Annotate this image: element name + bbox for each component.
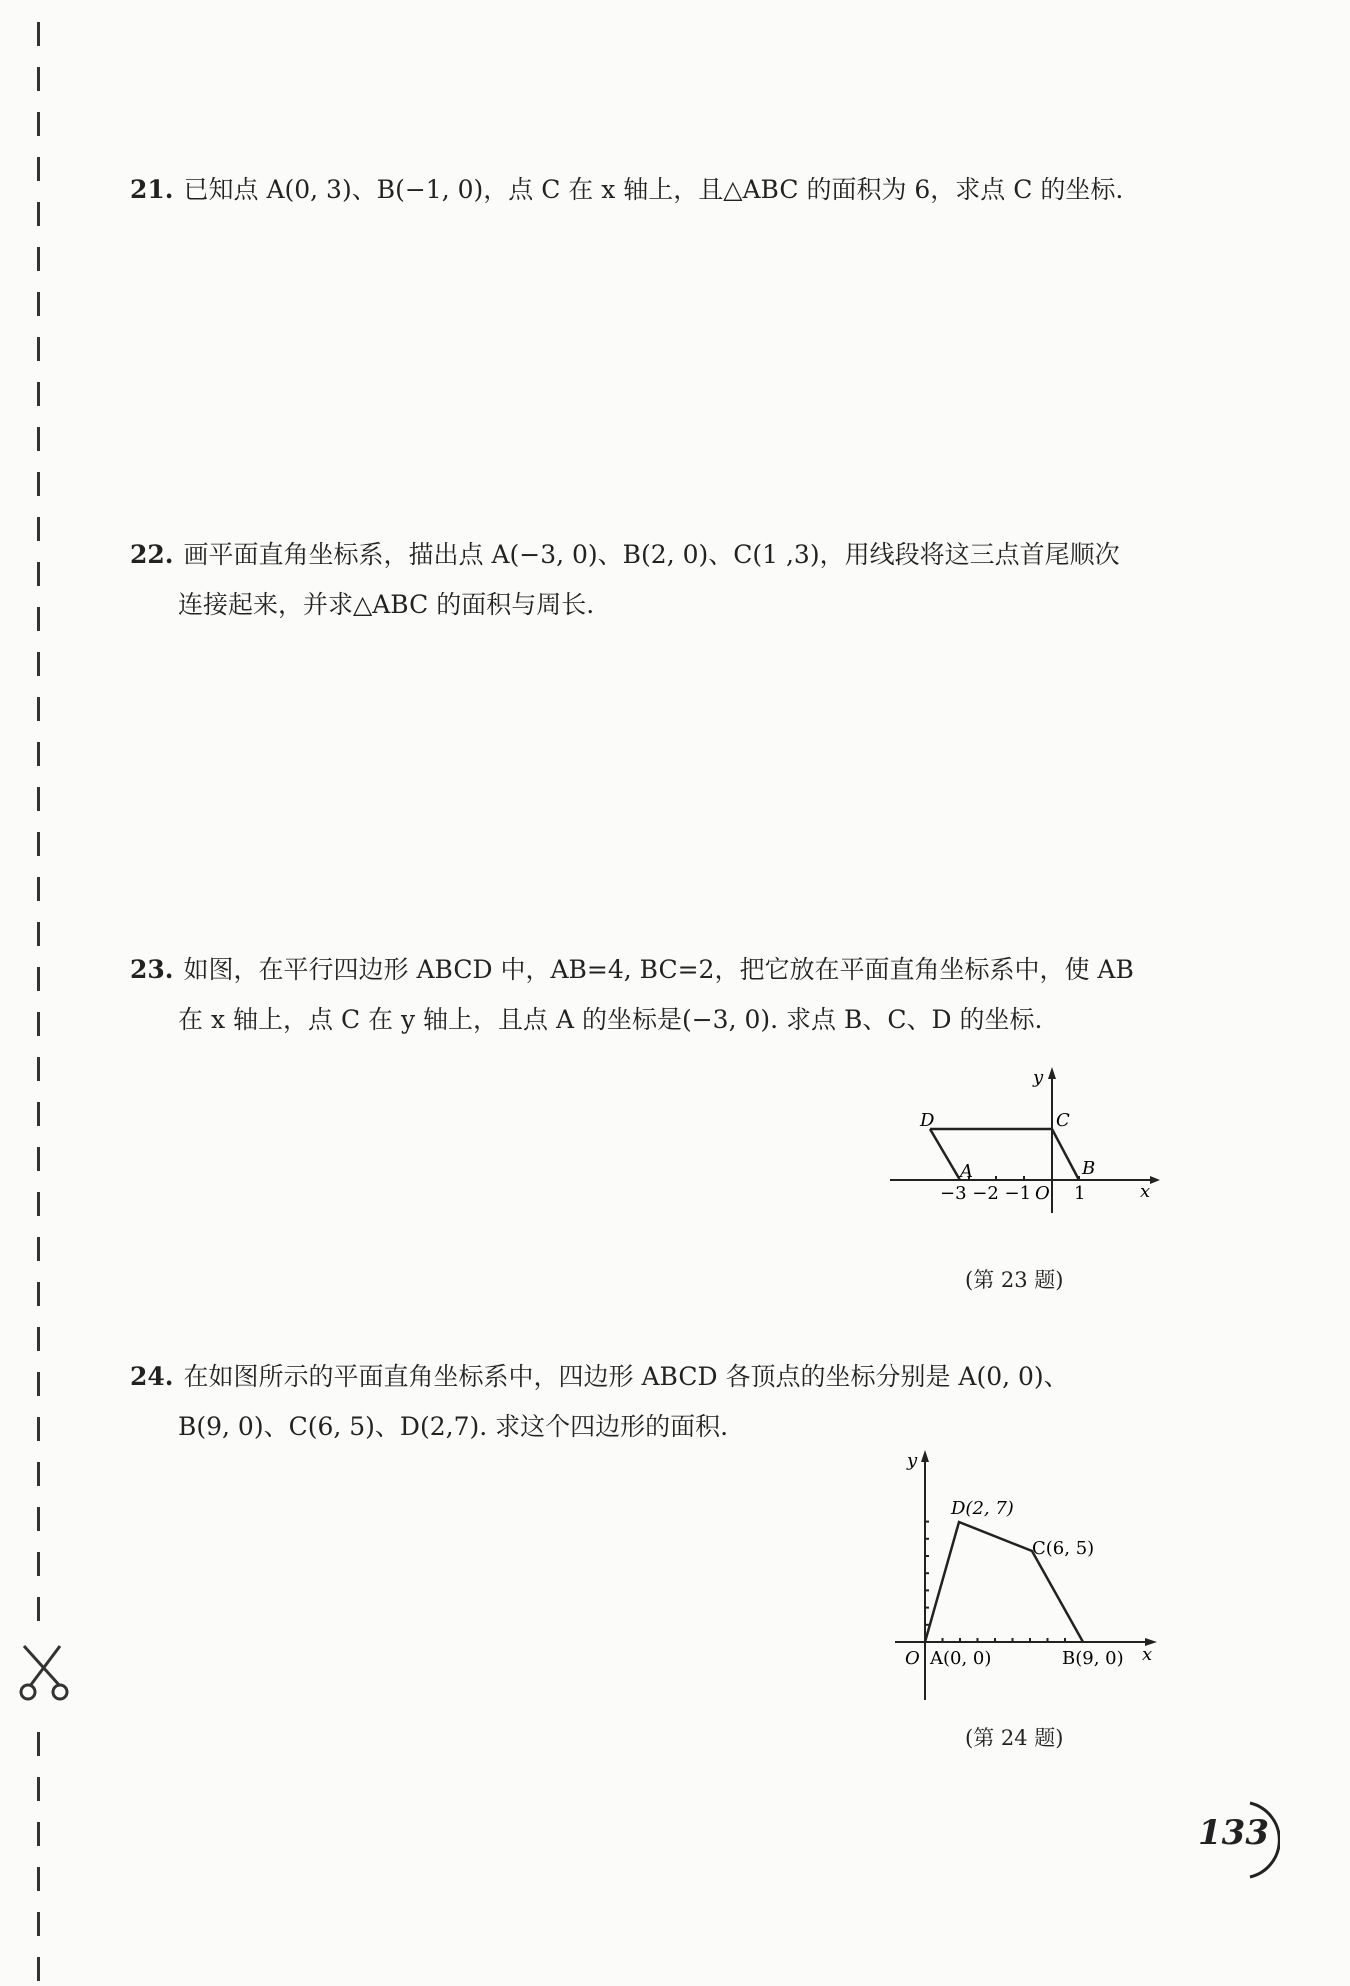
question-text-line2: 在 x 轴上，点 C 在 y 轴上，且点 A 的坐标是(−3, 0). 求点 B、C、D 的坐标. <box>178 1005 1043 1034</box>
question-text: 已知点 A(0, 3)、B(−1, 0)，点 C 在 x 轴上，且△ABC 的面积为 6，求点 C 的坐标. <box>183 175 1124 204</box>
cut-line-dash <box>37 157 40 181</box>
cut-line-dash <box>37 1417 40 1441</box>
cut-line-dash <box>37 472 40 496</box>
cut-line-dash <box>37 652 40 676</box>
cut-line-dash <box>37 607 40 631</box>
question-23 <box>130 945 1205 1045</box>
cut-line-dash <box>37 202 40 226</box>
cut-line-dash <box>37 22 40 46</box>
label-c: C(6, 5) <box>1032 1538 1095 1559</box>
x-axis-label: x <box>1140 1181 1151 1202</box>
figure-23-caption: (第 23 题) <box>965 1268 1064 1292</box>
cut-line-dash <box>37 517 40 541</box>
cut-line-dash <box>37 832 40 856</box>
cut-line-dash <box>37 922 40 946</box>
cut-line-dash <box>37 1732 40 1756</box>
question-number: 24. <box>130 1362 174 1391</box>
figure-24 <box>895 1448 1165 1708</box>
cut-line-dash <box>37 1867 40 1891</box>
y-axis-arrow <box>1048 1067 1056 1079</box>
cut-line-dash <box>37 562 40 586</box>
cut-line-dash <box>37 1192 40 1216</box>
cut-line-dash <box>37 787 40 811</box>
tick-one: 1 <box>1074 1183 1086 1204</box>
cut-line-dash <box>37 1912 40 1936</box>
page-number-badge <box>1190 1795 1280 1885</box>
question-text-line1: 如图，在平行四边形 ABCD 中，AB=4, BC=2，把它放在平面直角坐标系中，使 AB <box>183 955 1134 984</box>
cut-line-dash <box>37 292 40 316</box>
shape-da <box>930 1129 960 1180</box>
page-number: 133 <box>1198 1813 1269 1853</box>
y-axis-label: y <box>1033 1067 1044 1088</box>
label-a: A <box>960 1161 973 1182</box>
cut-line-dash <box>37 1237 40 1261</box>
label-d: D(2, 7) <box>951 1498 1014 1519</box>
cut-line-dash <box>37 1372 40 1396</box>
cut-line-dash <box>37 1147 40 1171</box>
x-axis-label: x <box>1142 1644 1153 1665</box>
label-a: A(0, 0) <box>930 1648 992 1669</box>
question-number: 22. <box>130 540 174 569</box>
question-text-line2: B(9, 0)、C(6, 5)、D(2,7). 求这个四边形的面积. <box>178 1412 729 1441</box>
question-number: 21. <box>130 175 174 204</box>
question-24 <box>130 1352 1205 1452</box>
question-text-line2: 连接起来，并求△ABC 的面积与周长. <box>178 590 595 619</box>
question-number: 23. <box>130 955 174 984</box>
cut-line-dash <box>37 697 40 721</box>
shape-dc-cb <box>930 1129 1079 1180</box>
figure-23 <box>880 1065 1160 1225</box>
question-22 <box>130 530 1205 630</box>
label-origin: O <box>1035 1183 1050 1204</box>
cut-line-dash <box>37 112 40 136</box>
cut-line-dash <box>37 1507 40 1531</box>
cut-line-dash <box>37 1012 40 1036</box>
label-b: B <box>1082 1158 1096 1179</box>
cut-line-dash <box>37 742 40 766</box>
label-d: D <box>920 1110 935 1131</box>
question-text-line1: 在如图所示的平面直角坐标系中，四边形 ABCD 各顶点的坐标分别是 A(0, 0)、 <box>183 1362 1069 1391</box>
label-c: C <box>1056 1110 1070 1131</box>
label-b: B(9, 0) <box>1062 1648 1124 1669</box>
label-origin: O <box>905 1648 920 1669</box>
cut-line-dash <box>37 1462 40 1486</box>
cut-line-dash <box>37 1327 40 1351</box>
cut-line-dash <box>37 1777 40 1801</box>
cut-line-dash <box>37 247 40 271</box>
question-text-line1: 画平面直角坐标系，描出点 A(−3, 0)、B(2, 0)、C(1 ,3)，用线段将这三点首尾顺次 <box>183 540 1120 569</box>
cut-line-dash <box>37 967 40 991</box>
x-axis-arrow <box>1150 1176 1160 1184</box>
cut-line-dash <box>37 427 40 451</box>
cut-line-dash <box>37 1282 40 1306</box>
question-21 <box>130 165 1205 215</box>
scissors-icon <box>16 1642 72 1702</box>
figure-24-caption: (第 24 题) <box>965 1726 1064 1750</box>
y-axis-arrow <box>921 1450 929 1462</box>
cut-line-dash <box>37 1957 40 1981</box>
cut-line-dash <box>37 1552 40 1576</box>
cut-line-dash <box>37 877 40 901</box>
cut-line-dash <box>37 1597 40 1621</box>
cut-line-dash <box>37 1102 40 1126</box>
cut-line-dash <box>37 67 40 91</box>
cut-line-dash <box>37 1057 40 1081</box>
cut-line-dash <box>37 382 40 406</box>
y-axis-label: y <box>907 1450 918 1471</box>
tick-labels: −3 −2 −1 <box>940 1183 1032 1204</box>
cut-line-dash <box>37 1822 40 1846</box>
cut-line-dash <box>37 337 40 361</box>
